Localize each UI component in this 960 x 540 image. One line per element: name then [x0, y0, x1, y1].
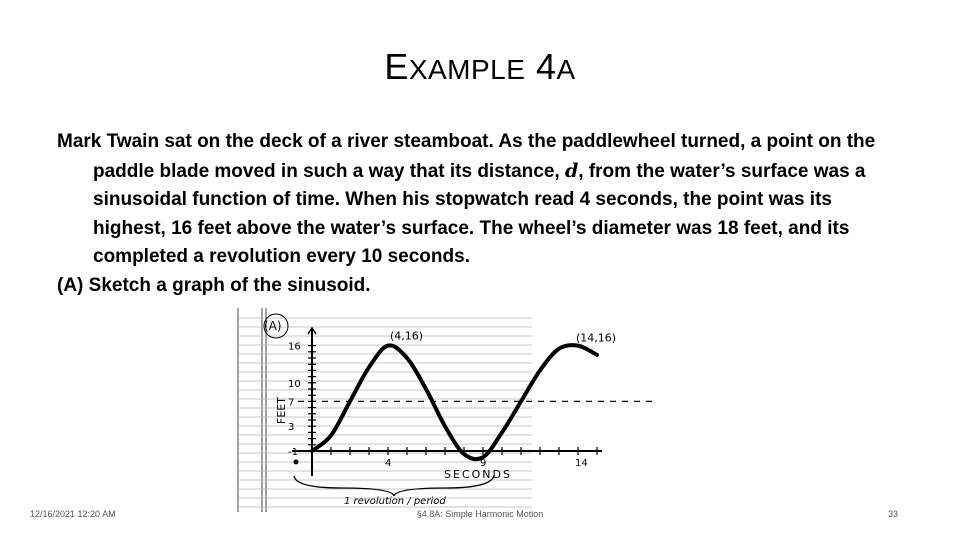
y-tick-label: 3 — [288, 422, 295, 434]
footer-section-title: §4.8A: Simple Harmonic Motion — [416, 509, 544, 519]
x-tick-label: 14 — [575, 458, 588, 469]
x-tick-label: 4 — [385, 458, 392, 469]
footer-date: 12/16/2021 12:20 AM — [30, 509, 116, 519]
title-part: 4 — [535, 46, 557, 87]
x-tick-label: 9 — [480, 458, 487, 469]
title-part: E — [384, 46, 409, 87]
x-axis-label: SECONDS — [444, 468, 512, 481]
title-part: A — [556, 54, 576, 85]
problem-text-part: Mark Twain sat on the deck of a river steamboat. As the paddlewheel turned, a point on the paddle blade moved in such a way that its distance, — [57, 131, 876, 182]
start-point — [294, 460, 299, 465]
slide-title — [0, 46, 960, 88]
y-tick-label: 7 — [288, 397, 295, 409]
y-tick-label: 16 — [288, 341, 301, 353]
problem-text — [57, 128, 887, 300]
question-a: (A) Sketch a graph of the sinusoid. — [57, 274, 371, 296]
variable-d: d — [564, 159, 579, 182]
period-label: 1 revolution / period — [344, 496, 446, 507]
max-point-label-2: (14,16) — [576, 331, 617, 345]
y-tick-label: -1 — [288, 447, 298, 458]
problem-paragraph — [57, 128, 887, 272]
y-tick-label: 10 — [288, 378, 301, 390]
title-part: XAMPLE — [408, 54, 526, 85]
y-axis-label: FEET — [275, 397, 288, 424]
sinusoid-curve — [312, 345, 597, 459]
problem-text-part: , from the water’s surface was a sinusoidal function of time. When his stopwatch read 4 seconds, the point was its highest, 16 feet above the water’s surface. The wheel’s diameter was 18 feet, and its completed a revolution every 10 seconds. — [93, 160, 866, 267]
slide-number: 33 — [887, 509, 898, 519]
max-point-label-1: (4,16) — [390, 329, 424, 343]
handwritten-graph — [232, 308, 672, 512]
part-label: (A) — [264, 319, 282, 333]
